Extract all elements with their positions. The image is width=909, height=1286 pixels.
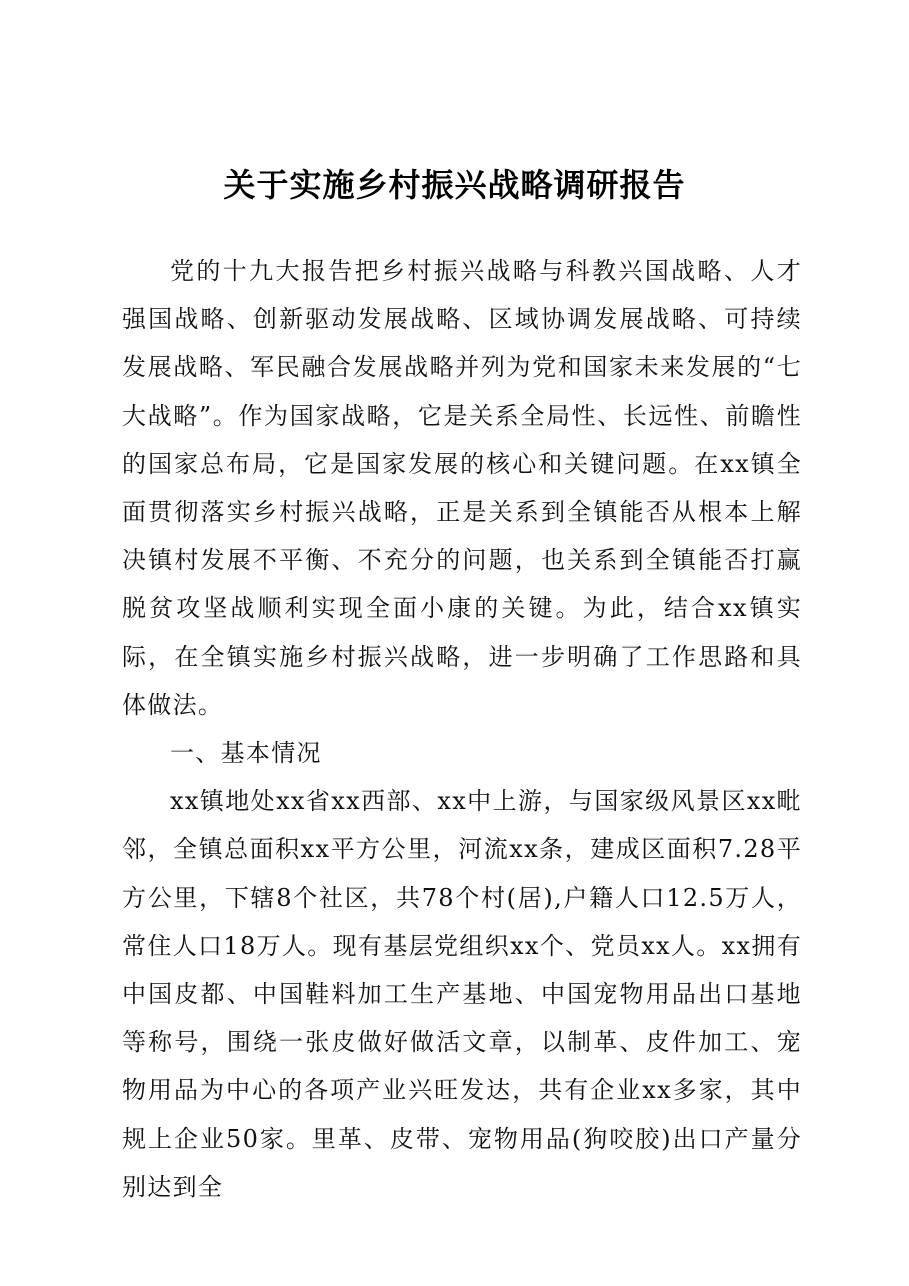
section-heading-basic-situation: 一、基本情况 — [170, 739, 322, 768]
document-title: 关于实施乡村振兴战略调研报告 — [223, 166, 686, 204]
paragraph-intro: 党的十九大报告把乡村振兴战略与科教兴国战略、人才强国战略、创新驱动发展战略、区域协调发展战略、可持续发展战略、军民融合发展战略并列为党和国家未来发展的“七大战略”。作为国家战略，它是关系全局性、长远性、前瞻性的国家总布局，它是国家发展的核心和关键问题。在xx镇全面贯彻落实乡村振兴战略，正是关系到全镇能否从根本上解决镇村发展不平衡、不充分的问题，也关系到全镇能否打赢脱贫攻坚战顺利实现全面小康的关键。为此，结合xx镇实际，在全镇实施乡村振兴战略，进一步明确了工作思路和具体做法。 — [122, 257, 802, 719]
paragraph-basic-situation: xx镇地处xx省xx西部、xx中上游，与国家级风景区xx毗邻，全镇总面积xx平方公里，河流xx条，建成区面积7.28平方公里，下辖8个社区，共78个村(居),户籍人口12.5万人，常住人口18万人。现有基层党组织xx个、党员xx人。xx拥有中国皮都、中国鞋料加工生产基地、中国宠物用品出口基地等称号，围绕一张皮做好做活文章，以制革、皮件加工、宠物用品为中心的各项产业兴旺发达，共有企业xx多家，其中规上企业50家。里革、皮带、宠物用品(狗咬胶)出口产量分别达到全 — [122, 787, 802, 1201]
document-body — [122, 247, 802, 1211]
